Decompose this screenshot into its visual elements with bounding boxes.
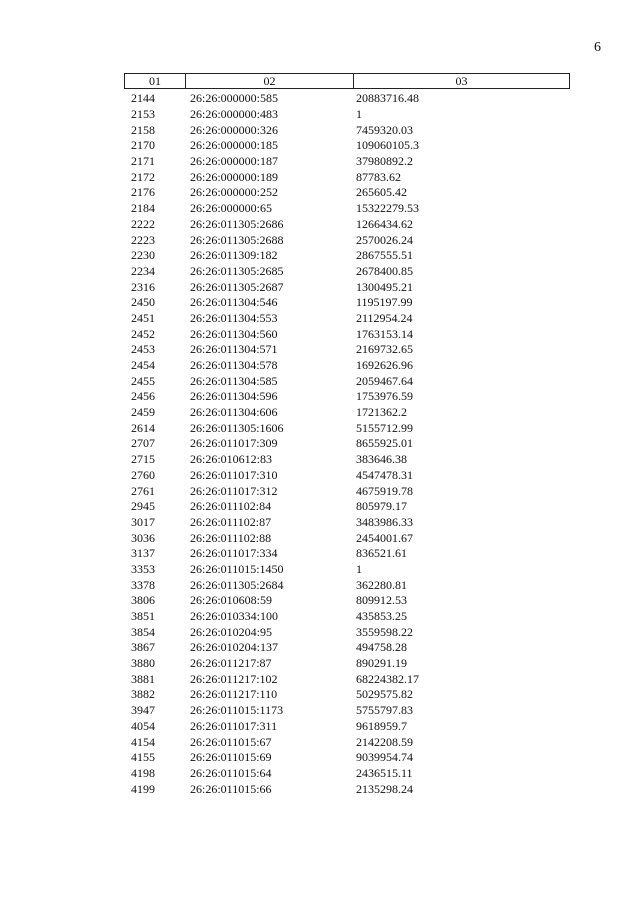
cell-01: 3137	[131, 546, 155, 561]
cell-03: 2112954.24	[356, 310, 413, 325]
cell-03: 7459320.03	[356, 122, 413, 137]
cell-01: 3806	[131, 593, 155, 608]
page-number: 6	[594, 40, 601, 55]
cell-02: 26:26:011017:312	[190, 483, 278, 498]
cell-02: 26:26:011015:67	[190, 734, 272, 749]
cell-03: 9618959.7	[356, 718, 407, 733]
table-header	[124, 73, 570, 89]
table-row	[124, 530, 570, 546]
table-row	[124, 326, 570, 342]
cell-03: 2059467.64	[356, 373, 413, 388]
cell-02: 26:26:011102:88	[190, 530, 272, 545]
cell-01: 2170	[131, 138, 155, 153]
cell-03: 9039954.74	[356, 750, 413, 765]
cell-03: 1721362.2	[356, 405, 407, 420]
cell-02: 26:26:011309:182	[190, 248, 278, 263]
cell-02: 26:26:011304:578	[190, 358, 278, 373]
cell-01: 2230	[131, 248, 155, 263]
cell-02: 26:26:000000:326	[190, 122, 279, 137]
cell-03: 494758.28	[356, 640, 407, 655]
table-row	[124, 169, 570, 185]
cell-03: 3483986.33	[356, 514, 413, 529]
cell-01: 3036	[131, 530, 155, 545]
cell-01: 4154	[131, 734, 155, 749]
cell-02: 26:26:011015:66	[190, 781, 272, 796]
cell-02: 26:26:011304:606	[190, 405, 278, 420]
table-row	[124, 389, 570, 405]
cell-01: 2614	[131, 420, 155, 435]
cell-02: 26:26:011017:310	[190, 467, 278, 482]
cell-02: 26:26:011015:1173	[190, 703, 284, 718]
cell-01: 2452	[131, 326, 155, 341]
cell-01: 2450	[131, 295, 155, 310]
cell-03: 2169732.65	[356, 342, 413, 357]
cell-02: 26:26:010204:137	[190, 640, 279, 655]
table-row	[124, 734, 570, 750]
cell-03: 4547478.31	[356, 467, 413, 482]
cell-03: 1	[356, 561, 362, 576]
cell-03: 1692626.96	[356, 358, 413, 373]
cell-02: 26:26:011305:2686	[190, 216, 284, 231]
cell-02: 26:26:011015:64	[190, 765, 272, 780]
cell-01: 2153	[131, 107, 155, 122]
cell-02: 26:26:010612:83	[190, 452, 273, 467]
cell-02: 26:26:011305:2684	[190, 577, 284, 592]
cell-03: 890291.19	[356, 656, 407, 671]
cell-02: 26:26:011304:585	[190, 373, 278, 388]
table-row	[124, 719, 570, 735]
cell-03: 1195197.99	[356, 295, 413, 310]
cell-02: 26:26:011017:311	[190, 718, 278, 733]
cell-02: 26:26:011305:2688	[190, 232, 284, 247]
cell-01: 4199	[131, 781, 155, 796]
table-row	[124, 546, 570, 562]
cell-02: 26:26:011015:1450	[190, 561, 284, 576]
cell-02: 26:26:000000:187	[190, 154, 279, 169]
cell-01: 2761	[131, 483, 155, 498]
cell-01: 2945	[131, 499, 155, 514]
cell-01: 2453	[131, 342, 155, 357]
table-row	[124, 687, 570, 703]
table-row	[124, 671, 570, 687]
cell-03: 805979.17	[356, 499, 407, 514]
cell-02: 26:26:011304:546	[190, 295, 278, 310]
cell-01: 2760	[131, 467, 155, 482]
table-row	[124, 342, 570, 358]
table-row	[124, 201, 570, 217]
table-row	[124, 499, 570, 515]
cell-02: 26:26:011304:596	[190, 389, 278, 404]
table-row	[124, 279, 570, 295]
cell-03: 2867555.51	[356, 248, 413, 263]
cell-01: 3851	[131, 609, 155, 624]
table-row	[124, 373, 570, 389]
cell-01: 4054	[131, 718, 155, 733]
table-row	[124, 750, 570, 766]
cell-01: 3880	[131, 656, 155, 671]
cell-03: 20883716.48	[356, 91, 419, 106]
cell-02: 26:26:011102:87	[190, 514, 272, 529]
cell-03: 5029575.82	[356, 687, 413, 702]
cell-03: 1300495.21	[356, 279, 413, 294]
cell-03: 3559598.22	[356, 624, 413, 639]
cell-03: 1	[356, 107, 362, 122]
cell-03: 15322279.53	[356, 201, 419, 216]
cell-01: 2184	[131, 201, 155, 216]
cell-01: 2223	[131, 232, 155, 247]
cell-01: 4198	[131, 765, 155, 780]
column-header-01: 01	[125, 74, 186, 88]
cell-03: 1266434.62	[356, 216, 413, 231]
cell-01: 2715	[131, 452, 155, 467]
cell-02: 26:26:011102:84	[190, 499, 272, 514]
cell-01: 2172	[131, 169, 155, 184]
cell-01: 2171	[131, 154, 155, 169]
cell-02: 26:26:000000:185	[190, 138, 279, 153]
cell-02: 26:26:000000:483	[190, 107, 279, 122]
table-row	[124, 703, 570, 719]
cell-03: 2436515.11	[356, 765, 413, 780]
cell-02: 26:26:010204:95	[190, 624, 273, 639]
table-row	[124, 405, 570, 421]
cell-02: 26:26:000000:65	[190, 201, 273, 216]
table-row	[124, 138, 570, 154]
cell-03: 4675919.78	[356, 483, 413, 498]
cell-01: 2451	[131, 310, 155, 325]
cell-03: 1763153.14	[356, 326, 413, 341]
cell-02: 26:26:000000:252	[190, 185, 279, 200]
table-row	[124, 185, 570, 201]
cell-03: 362280.81	[356, 577, 407, 592]
cell-02: 26:26:011015:69	[190, 750, 272, 765]
cell-01: 3867	[131, 640, 155, 655]
table-row	[124, 577, 570, 593]
table-row	[124, 593, 570, 609]
cell-01: 2144	[131, 91, 155, 106]
cell-01: 2455	[131, 373, 155, 388]
table-row	[124, 515, 570, 531]
table-row	[124, 217, 570, 233]
cell-01: 2459	[131, 405, 155, 420]
cell-02: 26:26:000000:189	[190, 169, 279, 184]
cell-03: 5155712.99	[356, 420, 413, 435]
cell-01: 3017	[131, 514, 155, 529]
cell-01: 3881	[131, 671, 155, 686]
table-row	[124, 122, 570, 138]
cell-02: 26:26:011304:553	[190, 310, 278, 325]
cell-01: 2234	[131, 263, 155, 278]
cell-01: 2454	[131, 358, 155, 373]
cell-01: 3353	[131, 561, 155, 576]
table-body	[124, 91, 570, 797]
cell-02: 26:26:011217:110	[190, 687, 278, 702]
table-row	[124, 766, 570, 782]
cell-03: 2135298.24	[356, 781, 413, 796]
cell-02: 26:26:011304:571	[190, 342, 278, 357]
cell-03: 2678400.85	[356, 263, 413, 278]
table-row	[124, 295, 570, 311]
cell-01: 3882	[131, 687, 155, 702]
table-row	[124, 232, 570, 248]
table-row	[124, 264, 570, 280]
cell-02: 26:26:011305:2687	[190, 279, 284, 294]
cell-02: 26:26:010608:59	[190, 593, 273, 608]
cell-03: 435853.25	[356, 609, 407, 624]
table-row	[124, 420, 570, 436]
cell-03: 87783.62	[356, 169, 401, 184]
table-row	[124, 154, 570, 170]
cell-02: 26:26:010334:100	[190, 609, 279, 624]
cell-03: 809912.53	[356, 593, 407, 608]
table-row	[124, 483, 570, 499]
cell-03: 5755797.83	[356, 703, 413, 718]
table-row	[124, 248, 570, 264]
cell-02: 26:26:011017:309	[190, 436, 278, 451]
cell-03: 265605.42	[356, 185, 407, 200]
cell-02: 26:26:011217:87	[190, 656, 272, 671]
cell-03: 2570026.24	[356, 232, 413, 247]
table-row	[124, 562, 570, 578]
table-row	[124, 468, 570, 484]
table-row	[124, 640, 570, 656]
table-row	[124, 358, 570, 374]
table-row	[124, 656, 570, 672]
table-row	[124, 609, 570, 625]
cell-03: 8655925.01	[356, 436, 413, 451]
cell-03: 2454001.67	[356, 530, 413, 545]
cell-01: 3854	[131, 624, 155, 639]
cell-01: 2316	[131, 279, 155, 294]
column-header-03: 03	[455, 74, 468, 88]
cell-02: 26:26:011304:560	[190, 326, 278, 341]
cell-01: 4155	[131, 750, 155, 765]
cell-02: 26:26:011017:334	[190, 546, 278, 561]
cell-02: 26:26:011305:1606	[190, 420, 284, 435]
cell-02: 26:26:011217:102	[190, 671, 278, 686]
cell-03: 2142208.59	[356, 734, 413, 749]
cell-01: 3378	[131, 577, 155, 592]
table-row	[124, 311, 570, 327]
table-row	[124, 452, 570, 468]
cell-02: 26:26:000000:585	[190, 91, 279, 106]
column-header-02: 02	[186, 74, 354, 88]
cell-03: 383646.38	[356, 452, 407, 467]
cell-01: 2176	[131, 185, 155, 200]
table-row	[124, 107, 570, 123]
cell-03: 68224382.17	[356, 671, 419, 686]
cell-01: 2707	[131, 436, 155, 451]
table-row	[124, 781, 570, 797]
cell-01: 2158	[131, 122, 155, 137]
table-row	[124, 91, 570, 107]
table-row	[124, 436, 570, 452]
cell-03: 836521.61	[356, 546, 407, 561]
cell-03: 1753976.59	[356, 389, 413, 404]
cell-03: 37980892.2	[356, 154, 413, 169]
cell-01: 3947	[131, 703, 155, 718]
cell-01: 2456	[131, 389, 155, 404]
table-row	[124, 624, 570, 640]
cell-03: 109060105.3	[356, 138, 419, 153]
cell-02: 26:26:011305:2685	[190, 263, 284, 278]
cell-01: 2222	[131, 216, 155, 231]
